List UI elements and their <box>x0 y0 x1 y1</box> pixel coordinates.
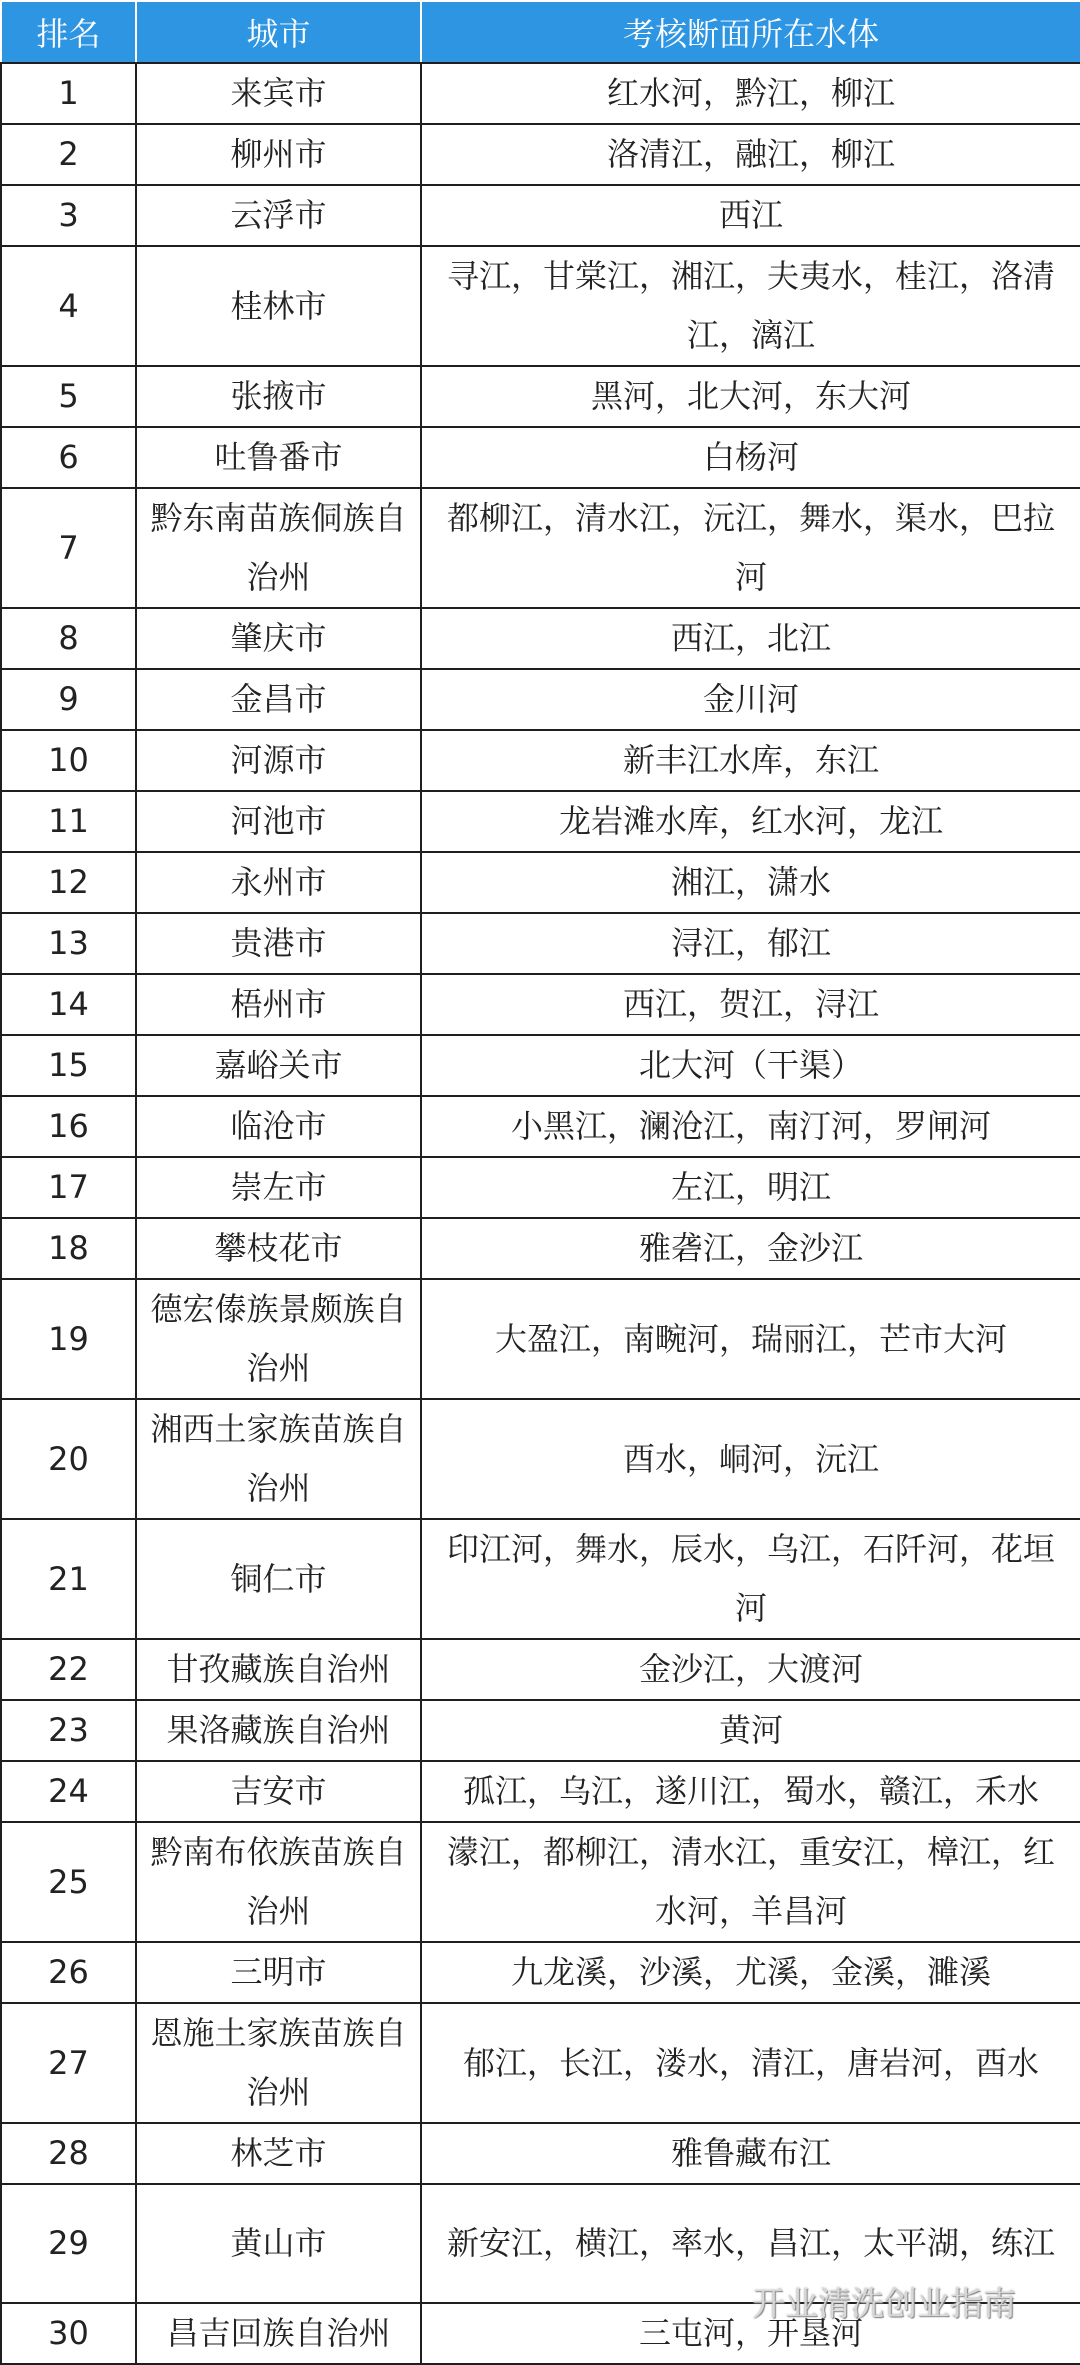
rank-cell: 4 <box>1 246 136 366</box>
city-cell: 柳州市 <box>136 124 421 185</box>
city-cell: 湘西土家族苗族自治州 <box>136 1399 421 1519</box>
rank-cell: 5 <box>1 366 136 427</box>
table-row <box>1 1399 1080 1519</box>
water-cell: 九龙溪，沙溪，尤溪，金溪，濉溪 <box>421 1942 1080 2003</box>
city-cell: 河池市 <box>136 791 421 852</box>
city-cell: 贵港市 <box>136 913 421 974</box>
water-cell: 新安江，横江，率水，昌江，太平湖，练江 <box>421 2184 1080 2303</box>
rank-cell: 9 <box>1 669 136 730</box>
water-cell: 酉水，峒河，沅江 <box>421 1399 1080 1519</box>
city-cell: 崇左市 <box>136 1157 421 1218</box>
city-cell: 黔东南苗族侗族自治州 <box>136 488 421 608</box>
water-cell: 浔江，郁江 <box>421 913 1080 974</box>
water-cell: 金川河 <box>421 669 1080 730</box>
header-city: 城市 <box>136 1 421 63</box>
table-row <box>1 427 1080 488</box>
table-row <box>1 366 1080 427</box>
rank-cell: 26 <box>1 1942 136 2003</box>
table-row <box>1 852 1080 913</box>
rank-cell: 13 <box>1 913 136 974</box>
water-cell: 黑河，北大河，东大河 <box>421 366 1080 427</box>
table-row <box>1 2123 1080 2184</box>
water-cell: 西江，北江 <box>421 608 1080 669</box>
rank-cell: 24 <box>1 1761 136 1822</box>
city-cell: 德宏傣族景颇族自治州 <box>136 1279 421 1399</box>
rank-cell: 22 <box>1 1639 136 1700</box>
rank-cell: 6 <box>1 427 136 488</box>
water-cell: 北大河（干渠） <box>421 1035 1080 1096</box>
water-cell: 孤江，乌江，遂川江，蜀水，赣江，禾水 <box>421 1761 1080 1822</box>
table-row <box>1 2303 1080 2364</box>
city-cell: 昌吉回族自治州 <box>136 2303 421 2364</box>
water-cell: 白杨河 <box>421 427 1080 488</box>
water-cell: 雅鲁藏布江 <box>421 2123 1080 2184</box>
city-cell: 黔南布依族苗族自治州 <box>136 1822 421 1942</box>
water-cell: 龙岩滩水库，红水河，龙江 <box>421 791 1080 852</box>
rank-cell: 12 <box>1 852 136 913</box>
rank-cell: 23 <box>1 1700 136 1761</box>
rank-cell: 28 <box>1 2123 136 2184</box>
rank-cell: 16 <box>1 1096 136 1157</box>
city-cell: 铜仁市 <box>136 1519 421 1639</box>
city-cell: 云浮市 <box>136 185 421 246</box>
city-cell: 永州市 <box>136 852 421 913</box>
table-row <box>1 124 1080 185</box>
water-cell: 红水河，黔江，柳江 <box>421 63 1080 124</box>
table-row <box>1 1035 1080 1096</box>
rank-cell: 2 <box>1 124 136 185</box>
water-cell: 印江河，舞水，辰水，乌江，石阡河，花垣河 <box>421 1519 1080 1639</box>
rank-cell: 3 <box>1 185 136 246</box>
rank-cell: 21 <box>1 1519 136 1639</box>
rank-cell: 8 <box>1 608 136 669</box>
table-header-row <box>1 1 1080 63</box>
rank-cell: 25 <box>1 1822 136 1942</box>
watermark: 开业清洗创业指南 <box>752 2284 1016 2323</box>
city-cell: 甘孜藏族自治州 <box>136 1639 421 1700</box>
rank-cell: 20 <box>1 1399 136 1519</box>
water-cell: 濛江，都柳江，清水江，重安江，樟江，红水河，羊昌河 <box>421 1822 1080 1942</box>
city-cell: 攀枝花市 <box>136 1218 421 1279</box>
table-row <box>1 1279 1080 1399</box>
header-rank: 排名 <box>1 1 136 63</box>
table-row <box>1 1218 1080 1279</box>
rank-cell: 17 <box>1 1157 136 1218</box>
city-cell: 嘉峪关市 <box>136 1035 421 1096</box>
rank-cell: 1 <box>1 63 136 124</box>
water-cell: 黄河 <box>421 1700 1080 1761</box>
table-row <box>1 608 1080 669</box>
city-cell: 梧州市 <box>136 974 421 1035</box>
water-cell: 金沙江，大渡河 <box>421 1639 1080 1700</box>
table-row <box>1 1096 1080 1157</box>
water-cell: 都柳江，清水江，沅江，舞水，渠水，巴拉河 <box>421 488 1080 608</box>
table-row <box>1 488 1080 608</box>
city-cell: 果洛藏族自治州 <box>136 1700 421 1761</box>
city-cell: 张掖市 <box>136 366 421 427</box>
table-row <box>1 185 1080 246</box>
city-cell: 恩施土家族苗族自治州 <box>136 2003 421 2123</box>
table-row <box>1 2003 1080 2123</box>
table-row <box>1 1639 1080 1700</box>
table-row <box>1 1822 1080 1942</box>
water-cell: 湘江，潇水 <box>421 852 1080 913</box>
table-row <box>1 730 1080 791</box>
table-row <box>1 1942 1080 2003</box>
city-cell: 林芝市 <box>136 2123 421 2184</box>
water-cell: 大盈江，南畹河，瑞丽江，芒市大河 <box>421 1279 1080 1399</box>
rank-cell: 29 <box>1 2184 136 2303</box>
rank-cell: 10 <box>1 730 136 791</box>
city-cell: 肇庆市 <box>136 608 421 669</box>
water-cell: 新丰江水库，东江 <box>421 730 1080 791</box>
table-row <box>1 1761 1080 1822</box>
rank-cell: 27 <box>1 2003 136 2123</box>
table-row <box>1 1157 1080 1218</box>
water-cell: 寻江，甘棠江，湘江，夫夷水，桂江，洛清江，漓江 <box>421 246 1080 366</box>
city-cell: 河源市 <box>136 730 421 791</box>
table-row <box>1 974 1080 1035</box>
rank-cell: 30 <box>1 2303 136 2364</box>
water-cell: 西江，贺江，浔江 <box>421 974 1080 1035</box>
city-cell: 黄山市 <box>136 2184 421 2303</box>
water-cell: 小黑江，澜沧江，南汀河，罗闸河 <box>421 1096 1080 1157</box>
water-cell: 洛清江，融江，柳江 <box>421 124 1080 185</box>
rank-cell: 19 <box>1 1279 136 1399</box>
city-cell: 三明市 <box>136 1942 421 2003</box>
table-row <box>1 246 1080 366</box>
rank-cell: 14 <box>1 974 136 1035</box>
city-cell: 桂林市 <box>136 246 421 366</box>
city-cell: 吉安市 <box>136 1761 421 1822</box>
table-row <box>1 913 1080 974</box>
city-cell: 金昌市 <box>136 669 421 730</box>
rank-cell: 7 <box>1 488 136 608</box>
water-cell: 郁江，长江，溇水，清江，唐岩河，酉水 <box>421 2003 1080 2123</box>
table-row <box>1 1700 1080 1761</box>
city-cell: 吐鲁番市 <box>136 427 421 488</box>
water-cell: 雅砻江，金沙江 <box>421 1218 1080 1279</box>
water-cell: 西江 <box>421 185 1080 246</box>
table-row <box>1 669 1080 730</box>
table-row <box>1 63 1080 124</box>
water-cell: 三屯河，开垦河 <box>421 2303 1080 2364</box>
header-water-body: 考核断面所在水体 <box>421 1 1080 63</box>
rank-cell: 15 <box>1 1035 136 1096</box>
rank-cell: 18 <box>1 1218 136 1279</box>
table-row <box>1 1519 1080 1639</box>
water-cell: 左江，明江 <box>421 1157 1080 1218</box>
table-row <box>1 2184 1080 2303</box>
rank-cell: 11 <box>1 791 136 852</box>
city-cell: 临沧市 <box>136 1096 421 1157</box>
city-cell: 来宾市 <box>136 63 421 124</box>
table-row <box>1 791 1080 852</box>
